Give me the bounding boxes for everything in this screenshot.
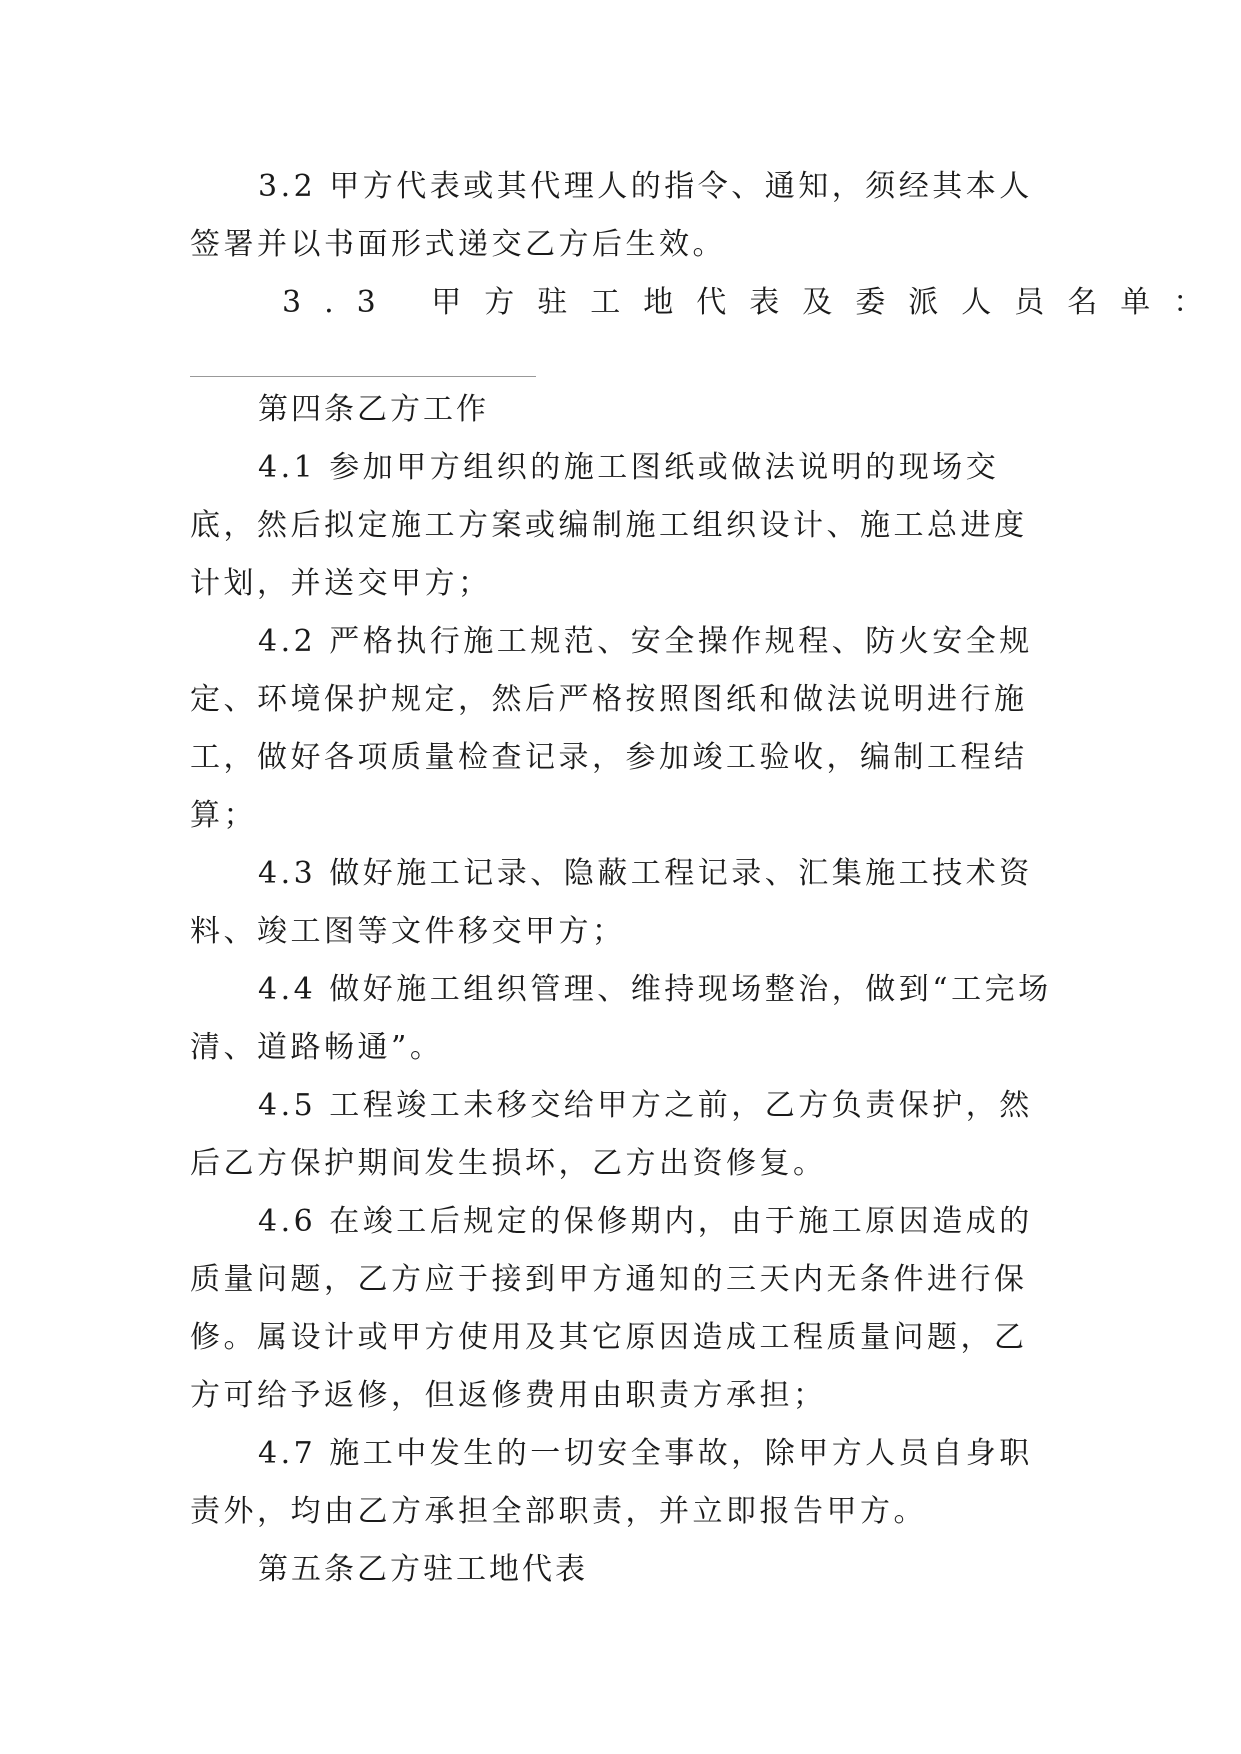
fill-in-blank-line (190, 376, 536, 377)
paragraph-4-5: 4.5 工程竣工未移交给甲方之前，乙方负责保护，然后乙方保护期间发生损坏，乙方出资修复。 (190, 1088, 1033, 1181)
paragraph-4-6: 4.6 在竣工后规定的保修期内，由于施工原因造成的质量问题，乙方应于接到甲方通知的三天内无条件进行保修。属设计或甲方使用及其它原因造成工程质量问题，乙方可给予返修，但返修费用由职责方承担； (190, 1204, 1033, 1413)
paragraph-3-3: 3.3 甲方驻工地代表及委派人员名单： (282, 285, 1227, 320)
paragraph-4-2: 4.2 严格执行施工规范、安全操作规程、防火安全规定、环境保护规定，然后严格按照图纸和做法说明进行施工，做好各项质量检查记录，参加竣工验收，编制工程结算； (190, 624, 1033, 833)
document-body (190, 158, 1227, 1599)
paragraph-4-4: 4.4 做好施工组织管理、维持现场整治，做到“工完场清、道路畅通”。 (190, 972, 1052, 1065)
paragraph-4-7: 4.7 施工中发生的一切安全事故，除甲方人员自身职责外，均由乙方承担全部职责，并立即报告甲方。 (190, 1436, 1033, 1529)
paragraph-4-3: 4.3 做好施工记录、隐蔽工程记录、汇集施工技术资料、竣工图等文件移交甲方； (190, 856, 1033, 949)
paragraph-3-2: 3.2 甲方代表或其代理人的指令、通知，须经其本人签署并以书面形式递交乙方后生效。 (190, 169, 1033, 262)
paragraph-4-1: 4.1 参加甲方组织的施工图纸或做法说明的现场交底，然后拟定施工方案或编制施工组织设计、施工总进度计划，并送交甲方； (190, 450, 1028, 601)
article-4-heading: 第四条乙方工作 (258, 392, 489, 427)
article-5-heading: 第五条乙方驻工地代表 (258, 1552, 588, 1587)
